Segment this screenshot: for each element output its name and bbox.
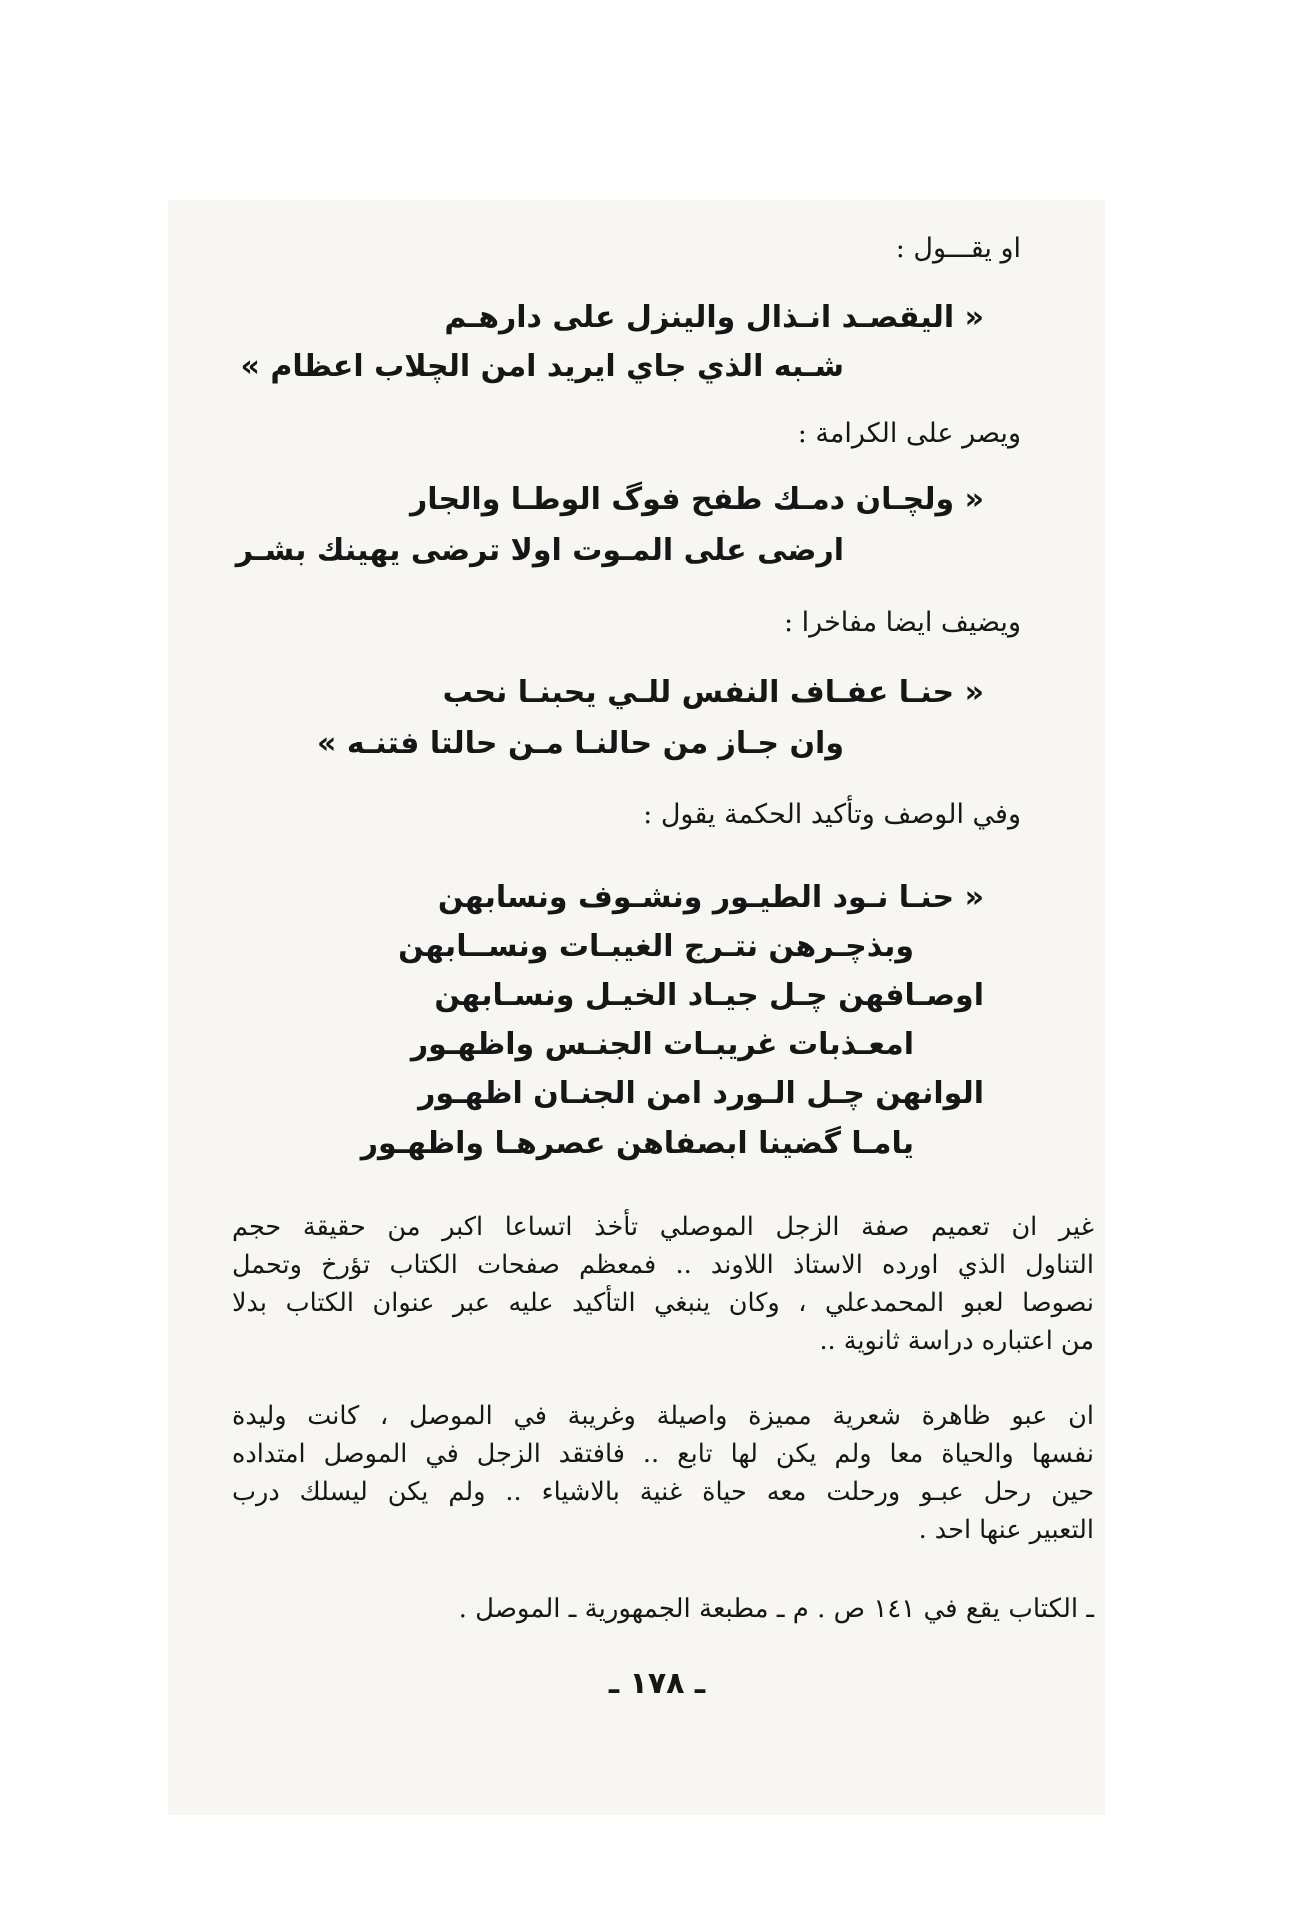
- verse-line: اوصـافهن چـل جيـاد الخيـل ونسـابهن: [434, 978, 984, 1013]
- page-number: ـ ١٧٨ ـ: [608, 1666, 706, 1701]
- intro-line-4: وفي الوصف وتأكيد الحكمة يقول :: [643, 799, 1021, 830]
- paragraph-line: نصوصا لعبو المحمدعلي ، وكان ينبغي التأكيد عليه عبر عنوان الكتاب بدلا: [232, 1288, 1094, 1318]
- intro-line-1: او يقـــول :: [895, 233, 1021, 264]
- verse-line: وبذچـرهن نتـرج الغيبـات ونســابهن: [398, 929, 914, 964]
- paragraph-line: غير ان تعميم صفة الزجل الموصلي تأخذ اتساعا اكبر من حقيقة حجم: [232, 1212, 1094, 1242]
- paragraph-line: التعبير عنها احد .: [918, 1515, 1094, 1545]
- paragraph-line: ان عبو ظاهرة شعرية مميزة واصيلة وغريبة في الموصل ، كانت وليدة: [232, 1401, 1094, 1431]
- paragraph-line: من اعتباره دراسة ثانوية ..: [819, 1326, 1094, 1356]
- paragraph-line: التناول الذي اورده الاستاذ اللاوند .. فمعظم صفحات الكتاب تؤرخ وتحمل: [232, 1250, 1094, 1280]
- verse-line: ارضى على المـوت اولا ترضى يهينك بشـر: [235, 533, 844, 568]
- paragraph-line: نفسها والحياة معا ولم يكن لها تابع .. فافتقد الزجل في الموصل امتداده: [232, 1439, 1094, 1469]
- verse-line: « اليقصـد انـذال والينزل على دارهـم: [444, 300, 984, 335]
- verse-line: « حنـا عفـاف النفس للـي يحبنـا نحب: [442, 675, 984, 710]
- verse-line: « ولچـان دمـك طفح فوگ الوطـا والجار: [410, 482, 984, 517]
- verse-line: وان جـاز من حالنـا مـن حالتا فتنـه »: [317, 726, 844, 761]
- verse-line: شـبه الذي جاي ايريد امن الچلاب اعظام »: [240, 349, 844, 384]
- paragraph-2: [232, 1397, 1094, 1549]
- verse-line: امعـذبات غريبـات الجنـس واظهـور: [410, 1027, 914, 1062]
- footnote: ـ الكتاب يقع في ١٤١ ص . م ـ مطبعة الجمهورية ـ الموصل .: [458, 1594, 1094, 1624]
- paragraph-1: [232, 1208, 1094, 1360]
- verse-line: يامـا گضينا ابصفاهن عصرهـا واظهـور: [360, 1126, 914, 1161]
- verse-line: « حنـا نـود الطيـور ونشـوف ونسابهن: [437, 880, 984, 915]
- verse-line: الوانهن چـل الـورد امن الجنـان اظهـور: [418, 1076, 984, 1111]
- intro-line-2: ويصر على الكرامة :: [797, 418, 1021, 449]
- intro-line-3: ويضيف ايضا مفاخرا :: [783, 607, 1021, 638]
- paragraph-line: حين رحل عبـو ورحلت معه حياة غنية بالاشياء .. ولم يكن ليسلك درب: [232, 1477, 1094, 1507]
